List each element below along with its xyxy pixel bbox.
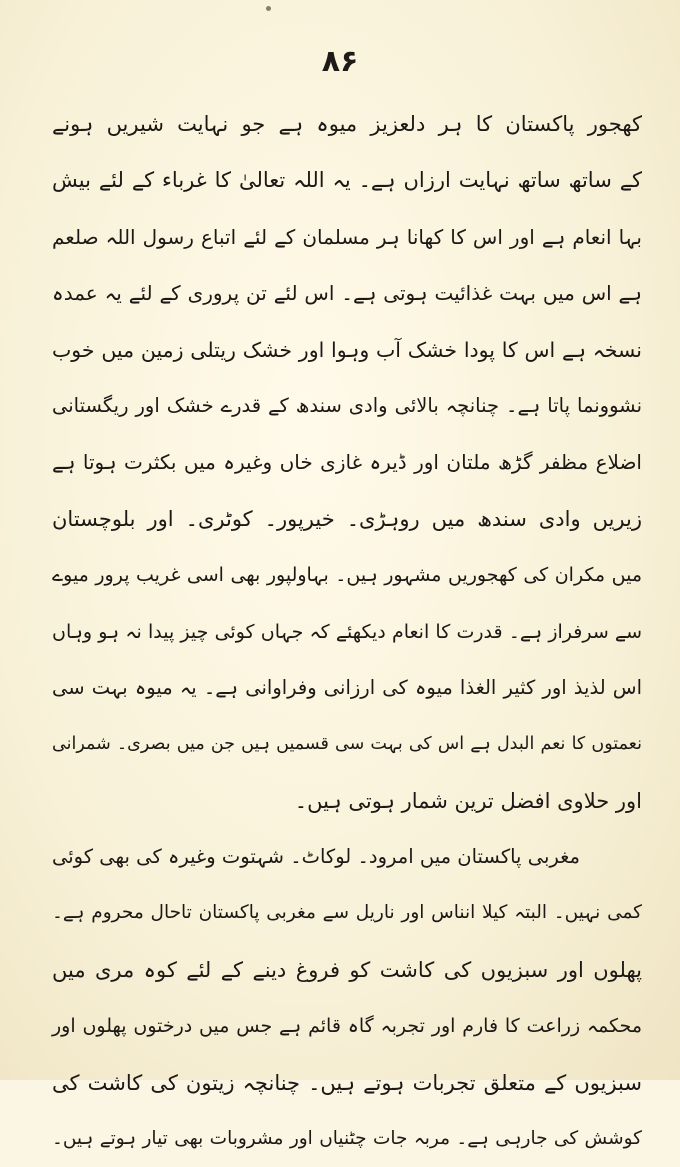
text-line: ہے اس میں بہت غذائیت ہوتی ہے۔ اس لئے تن پروری کے لئے یہ عمدہ [52,281,642,306]
text-line: نعمتوں کا نعم البدل ہے اس کی بہت سی قسمیں ہیں جن میں بصری۔ شمرانی [52,734,642,755]
text-line: نسخہ ہے اس کا پودا خشک آب وہوا اور خشک ریتلی زمین میں خوب [52,337,642,362]
text-line: نشوونما پاتا ہے۔ چنانچہ بالائی وادی سندھ کے قدرے خشک اور ریگستانی [52,393,642,417]
text-line: میں مکران کی کھجوریں مشہور ہیں۔ بہاولپور بھی اسی غریب پرور میوے [52,564,642,587]
text-line: محکمہ زراعت کا فارم اور تجربہ گاہ قائم ہے جس میں درختوں پھلوں اور [52,1015,642,1038]
text-body [52,96,642,1167]
ink-speck [266,6,271,11]
text-line: سے سرفراز ہے۔ قدرت کا انعام دیکھئے کہ جہاں کوئی چیز پیدا نہ ہو وہاں [52,620,642,643]
text-line: اس لذیذ اور کثیر الغذا میوہ کی ارزانی وفراوانی ہے۔ یہ میوہ بہت سی [52,675,642,699]
page-number: ۸۶ [321,44,359,79]
text-line: بہا انعام ہے اور اس کا کھانا ہر مسلمان کے لئے اتباع رسول اللہ صلعم [52,224,642,249]
text-line: اضلاع مظفر گڑھ ملتان اور ڈیرہ غازی خاں وغیرہ میں بکثرت ہوتا ہے [52,450,642,475]
text-line: زیریں وادی سندھ میں روہڑی۔ خیرپور۔ کوٹری۔ اور بلوچستان [52,506,642,531]
text-line: کھجور پاکستان کا ہر دلعزیز میوہ ہے جو نہایت شیریں ہونے [52,112,642,136]
text-line: کمی نہیں۔ البتہ کیلا انناس اور ناریل سے مغربی پاکستان تاحال محروم ہے۔ [52,902,642,924]
text-line: پھلوں اور سبزیوں کی کاشت کو فروغ دینے کے لئے کوہ مری میں [52,957,642,982]
text-line: سبزیوں کے متعلق تجربات ہوتے ہیں۔ چنانچہ زیتون کی کاشت کی [52,1070,642,1095]
text-line: مغربی پاکستان میں امرود۔ لوکاٹ۔ شہتوت وغیرہ کی بھی کوئی [52,845,580,869]
text-line: کے ساتھ ساتھ نہایت ارزاں ہے۔ یہ اللہ تعالیٰ کا غرباء کے لئے بیش [52,168,642,193]
text-line: کوشش کی جارہی ہے۔ مربہ جات چٹنیاں اور مشروبات بھی تیار ہوتے ہیں۔ [52,1128,642,1150]
text-line: اور حلاوی افضل ترین شمار ہوتی ہیں۔ [294,788,642,813]
